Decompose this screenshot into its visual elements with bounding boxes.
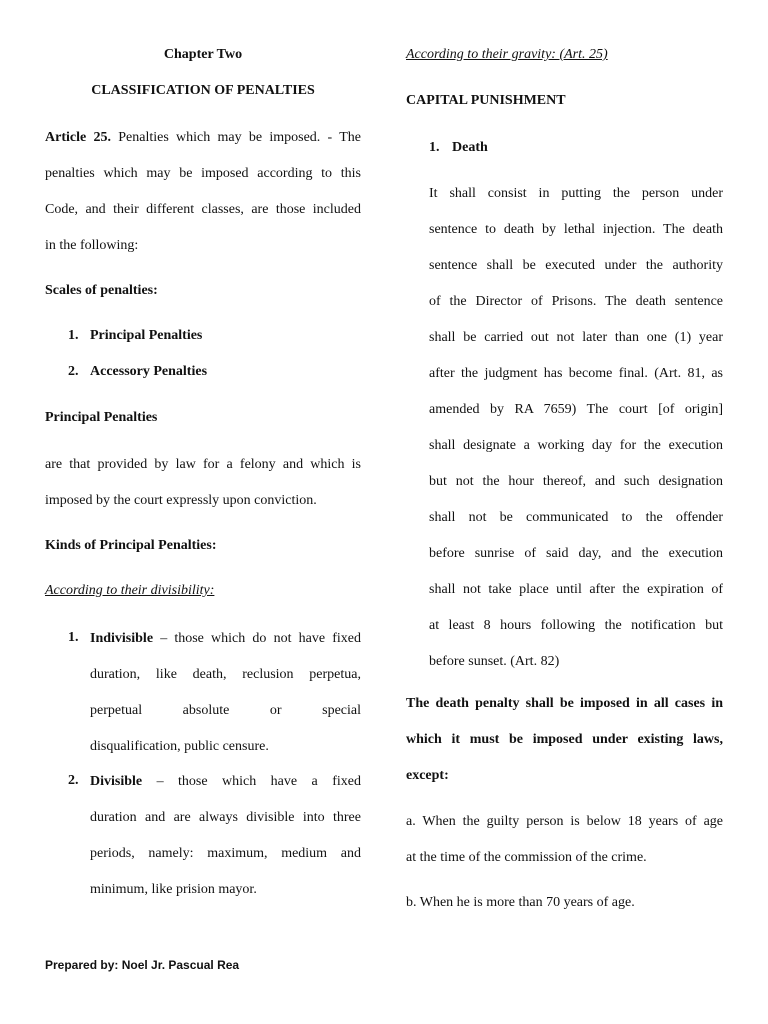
exception-a (406, 804, 723, 876)
divisible-term: Divisible (90, 774, 143, 789)
text-line: sentence shall be executed under the authority (429, 258, 723, 273)
scale-item-1-number: 1. (68, 328, 79, 343)
text-line: Code, and their different classes, are those included (45, 202, 361, 217)
text-line: of the Director of Prisons. The death sentence (429, 294, 723, 309)
article-25-paragraph (45, 120, 361, 264)
text-line: at least 8 hours following the notification but (429, 618, 723, 633)
text-line: – those which have a fixed (142, 774, 361, 789)
text-line: – those which do not have fixed (153, 631, 361, 646)
text-line: Penalties which may be imposed. - The (110, 130, 361, 145)
death-heading: Death (452, 140, 488, 155)
text-line: are that provided by law for a felony and which is (45, 457, 361, 472)
principal-paragraph (45, 447, 361, 519)
scale-item-2: Accessory Penalties (90, 364, 208, 379)
text-line: a. When the guilty person is below 18 years of age (406, 814, 723, 829)
text-line: minimum, like prision mayor. (90, 882, 257, 897)
page-title: CLASSIFICATION OF PENALTIES (91, 83, 315, 98)
text-line: The death penalty shall be imposed in all cases in (406, 696, 723, 711)
text-line: shall not be communicated to the offender (429, 510, 723, 525)
text-line: in the following: (45, 238, 139, 253)
text-line: penalties which may be imposed according to this (45, 166, 361, 181)
text-line: which it must be imposed under existing laws, (406, 732, 723, 747)
divisibility-heading: According to their divisibility: (45, 583, 215, 598)
death-paragraph (429, 176, 723, 680)
scale-item-2-number: 2. (68, 364, 79, 379)
text-line: duration and are always divisible into three (90, 810, 361, 825)
text-line: shall designate a working day for the execution (429, 438, 723, 453)
scales-heading: Scales of penalties: (45, 283, 158, 298)
text-line: It shall consist in putting the person under (429, 186, 723, 201)
text-line: after the judgment has become final. (Art. 81, as (429, 366, 723, 381)
chapter-label: Chapter Two (163, 47, 243, 62)
text-line: sentence to death by lethal injection. The death (429, 222, 723, 237)
kinds-heading: Kinds of Principal Penalties: (45, 538, 217, 553)
footer-prepared-by: Prepared by: Noel Jr. Pascual Rea (45, 958, 240, 972)
text-line: periods, namely: maximum, medium and (90, 846, 361, 861)
text-line: except: (406, 768, 449, 783)
text-line: duration, like death, reclusion perpetua, (90, 667, 361, 682)
text-line: imposed by the court expressly upon conviction. (45, 493, 317, 508)
text-line: shall be carried out not later than one (1) year (429, 330, 723, 345)
indivisible-item (90, 621, 361, 765)
principal-heading: Principal Penalties (45, 410, 158, 425)
capital-heading: CAPITAL PUNISHMENT (406, 93, 566, 108)
death-number: 1. (429, 140, 440, 155)
text-line: shall not take place until after the expiration of (429, 582, 723, 597)
text-line: before sunset. (Art. 82) (429, 654, 560, 669)
exception-b (406, 885, 723, 921)
text-line: amended by RA 7659) The court [of origin] (429, 402, 723, 417)
text-line: at the time of the commission of the crime. (406, 850, 647, 865)
item-1-number: 1. (68, 630, 79, 645)
article-label: Article 25. (45, 130, 111, 145)
scale-item-1: Principal Penalties (90, 328, 203, 343)
text-line: but not the hour thereof, and such designation (429, 474, 723, 489)
text-line: b. When he is more than 70 years of age. (406, 895, 635, 910)
imposed-paragraph (406, 686, 723, 794)
item-2-number: 2. (68, 773, 79, 788)
text-line: before sunrise of said day, and the execution (429, 546, 723, 561)
indivisible-term: Indivisible (90, 631, 154, 646)
gravity-heading: According to their gravity: (Art. 25) (406, 47, 608, 62)
divisible-item (90, 764, 361, 908)
text-line: disqualification, public censure. (90, 739, 269, 754)
text-line: perpetual absolute or special (90, 703, 361, 718)
